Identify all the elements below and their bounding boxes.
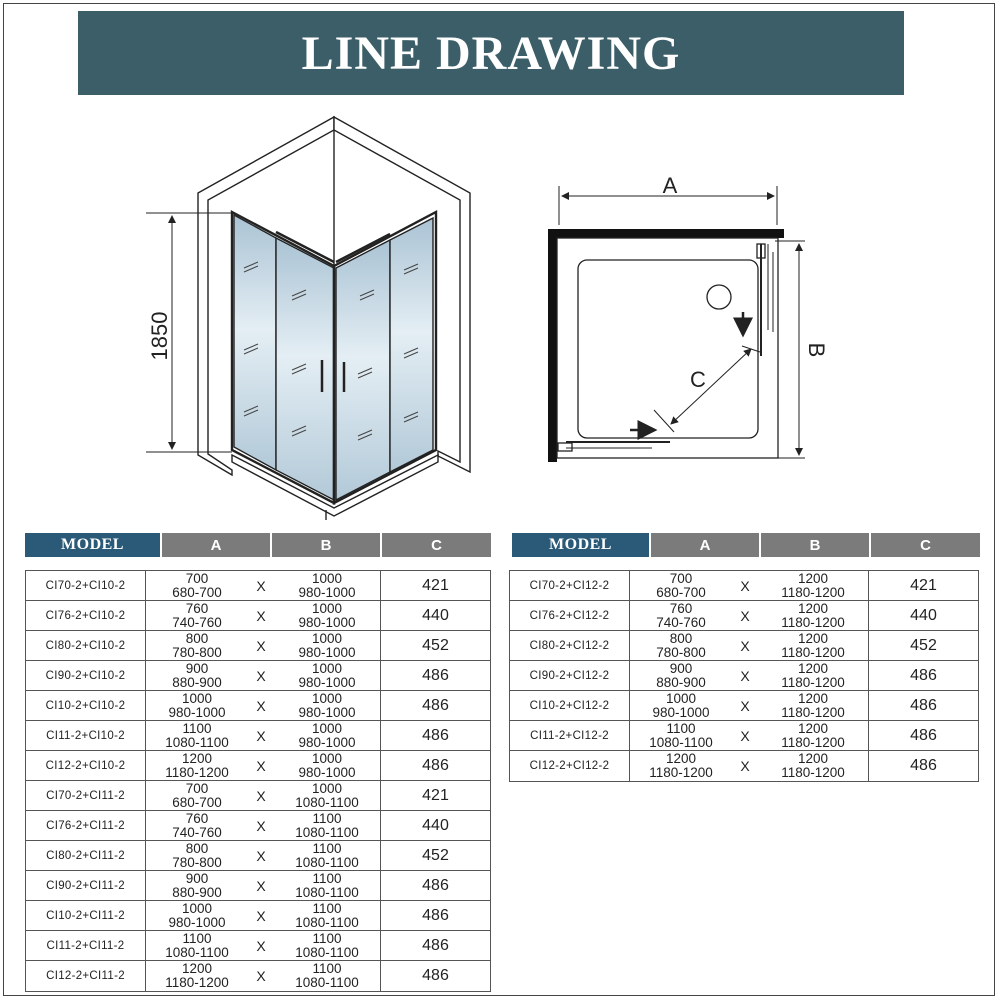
dimension-a-nominal: 1100 [182, 720, 212, 736]
dimension-a-range: 780-800 [656, 644, 706, 660]
dimension-b-cell [274, 571, 380, 600]
dimension-c-cell: 486 [380, 901, 490, 930]
dimension-b-range: 980-1000 [298, 614, 356, 630]
right-header-model: MODEL [512, 533, 649, 557]
dimension-b-cell [274, 841, 380, 870]
dimension-c-cell: 486 [380, 961, 490, 991]
dimension-b-nominal: 1200 [797, 751, 829, 766]
model-cell: CI80-2+CI10-2 [26, 631, 146, 660]
plan-top-wall [548, 229, 784, 238]
model-cell: CI90-2+CI10-2 [26, 661, 146, 690]
right-table-body [509, 570, 979, 782]
dimension-b-range: 1180-1200 [781, 734, 845, 750]
plan-label-c: C [690, 367, 706, 392]
times-separator: X [740, 697, 750, 714]
table-row [26, 691, 490, 721]
times-separator: X [256, 787, 266, 804]
dimension-a-cell [630, 661, 732, 690]
dimension-b-nominal: 1000 [311, 570, 343, 586]
dimension-b-range: 980-1000 [298, 644, 356, 660]
dimension-b-cell [758, 661, 868, 690]
table-row [26, 751, 490, 781]
dimension-a-nominal: 800 [185, 840, 209, 856]
dimension-b-nominal: 1200 [797, 720, 829, 736]
dimension-c-cell: 486 [868, 721, 978, 750]
dimension-a-nominal: 760 [669, 600, 693, 616]
dimension-c-cell: 486 [868, 661, 978, 690]
dimension-a-range: 680-700 [656, 584, 706, 600]
dimension-a-cell [146, 691, 248, 720]
left-header-model: MODEL [25, 533, 160, 557]
dimension-b-nominal: 1000 [311, 690, 343, 706]
dimension-b-range: 980-1000 [298, 704, 356, 720]
dimension-a-cell [630, 571, 732, 600]
dimension-a-cell [630, 631, 732, 660]
dimension-b-range: 980-1000 [298, 734, 356, 750]
table-row [26, 901, 490, 931]
dimension-a-cell [146, 571, 248, 600]
dimension-c-cell: 486 [380, 931, 490, 960]
dimension-b-range: 1080-1100 [295, 944, 359, 960]
model-cell: CI70-2+CI12-2 [510, 571, 630, 600]
dimension-a-cell [630, 751, 732, 781]
dimension-a-cell [146, 961, 248, 991]
left-header-c: C [382, 533, 491, 557]
plan-label-a: A [662, 173, 678, 198]
times-separator: X [740, 758, 750, 774]
dimension-b-nominal: 1000 [311, 630, 343, 646]
right-header-b: B [761, 533, 869, 557]
dimension-b-nominal: 1000 [311, 720, 343, 736]
dimension-b-cell [274, 811, 380, 840]
dimension-a-cell [146, 781, 248, 810]
plan-view-drawing [548, 186, 805, 462]
dimension-a-range: 1180-1200 [165, 975, 229, 990]
dimension-b-cell [274, 781, 380, 810]
dimension-a-nominal: 700 [669, 570, 693, 586]
dimension-a-nominal: 900 [185, 870, 209, 886]
dimension-c-cell: 486 [380, 871, 490, 900]
dimension-c-cell: 486 [380, 721, 490, 750]
times-separator: X [740, 577, 750, 594]
dimension-b-nominal: 1000 [311, 750, 343, 766]
dimension-a-range: 1080-1100 [165, 734, 229, 750]
table-row [510, 721, 978, 751]
model-cell: CI11-2+CI12-2 [510, 721, 630, 750]
times-separator: X [740, 607, 750, 624]
dimension-c-cell: 486 [868, 751, 978, 781]
times-separator: X [256, 937, 266, 954]
dimension-a-nominal: 760 [185, 600, 209, 616]
dimension-b-cell [274, 661, 380, 690]
model-cell: CI10-2+CI10-2 [26, 691, 146, 720]
dimension-c-cell: 486 [380, 691, 490, 720]
times-separator: X [256, 637, 266, 654]
dimension-a-nominal: 1000 [665, 690, 697, 706]
dimension-b-cell [274, 751, 380, 780]
dimension-a-range: 1180-1200 [165, 764, 229, 780]
model-cell: CI80-2+CI12-2 [510, 631, 630, 660]
times-separator: X [256, 847, 266, 864]
dimension-b-range: 1180-1200 [781, 674, 845, 690]
dimension-a-cell [630, 601, 732, 630]
page-title: LINE DRAWING [301, 26, 681, 80]
model-cell: CI76-2+CI11-2 [26, 811, 146, 840]
times-separator: X [740, 667, 750, 684]
dimension-b-range: 1080-1100 [295, 854, 359, 870]
model-cell: CI12-2+CI10-2 [26, 751, 146, 780]
dimension-a-nominal: 800 [669, 630, 693, 646]
dimension-c-cell: 421 [380, 571, 490, 600]
dimension-a-range: 980-1000 [168, 914, 226, 930]
dimension-a-range: 880-900 [656, 674, 706, 690]
table-row [26, 571, 490, 601]
right-header-c: C [871, 533, 980, 557]
model-cell: CI70-2+CI11-2 [26, 781, 146, 810]
dimension-b-range: 1180-1200 [781, 765, 845, 780]
dimension-b-nominal: 1000 [311, 660, 343, 676]
dimension-c-cell: 421 [868, 571, 978, 600]
dimension-a-nominal: 1200 [181, 750, 213, 766]
dimension-b-nominal: 1200 [797, 660, 829, 676]
dimension-b-nominal: 1200 [797, 690, 829, 706]
plan-label-b: B [804, 342, 829, 358]
model-cell: CI11-2+CI10-2 [26, 721, 146, 750]
times-separator: X [256, 757, 266, 774]
dimension-a-cell [630, 691, 732, 720]
dimension-a-range: 780-800 [172, 644, 222, 660]
plan-drain [707, 285, 731, 309]
dimension-b-range: 1080-1100 [295, 975, 359, 990]
dimension-b-nominal: 1100 [312, 900, 342, 916]
model-cell: CI11-2+CI11-2 [26, 931, 146, 960]
dimension-a-nominal: 1100 [666, 720, 696, 736]
times-separator: X [740, 727, 750, 744]
dimension-c-cell: 440 [380, 601, 490, 630]
dimension-a-range: 740-760 [656, 614, 706, 630]
model-cell: CI10-2+CI11-2 [26, 901, 146, 930]
dimension-b-nominal: 1100 [312, 930, 342, 946]
times-separator: X [256, 877, 266, 894]
dimension-c-cell: 486 [380, 661, 490, 690]
left-glass-panels [232, 212, 334, 503]
dimension-b-nominal: 1000 [311, 780, 343, 796]
dimension-a-cell [146, 931, 248, 960]
table-row [26, 721, 490, 751]
dimension-b-cell [274, 721, 380, 750]
left-spec-table [25, 533, 491, 995]
enclosure-3d-drawing [146, 117, 470, 520]
dimension-a-cell [146, 721, 248, 750]
dimension-b-cell [274, 691, 380, 720]
dimension-b-nominal: 1100 [312, 810, 342, 826]
dimension-a-range: 1080-1100 [649, 734, 713, 750]
dimension-c-cell: 440 [868, 601, 978, 630]
dimension-a-nominal: 800 [185, 630, 209, 646]
dimension-a-range: 880-900 [172, 884, 222, 900]
dimension-a-cell [146, 631, 248, 660]
times-separator: X [256, 968, 266, 984]
table-row [510, 601, 978, 631]
dimension-b-nominal: 1200 [797, 600, 829, 616]
dimension-b-nominal: 1100 [312, 870, 342, 886]
table-row [510, 631, 978, 661]
model-cell: CI76-2+CI12-2 [510, 601, 630, 630]
dimension-a-range: 680-700 [172, 584, 222, 600]
table-row [26, 661, 490, 691]
dimension-b-nominal: 1200 [797, 570, 829, 586]
dimension-b-range: 1180-1200 [781, 644, 845, 660]
model-cell: CI12-2+CI12-2 [510, 751, 630, 781]
times-separator: X [256, 697, 266, 714]
dimension-c-cell: 486 [380, 751, 490, 780]
dimension-a-nominal: 1000 [181, 900, 213, 916]
dimension-a-range: 680-700 [172, 794, 222, 810]
times-separator: X [256, 727, 266, 744]
dimension-b-nominal: 1100 [312, 840, 342, 856]
times-separator: X [256, 607, 266, 624]
times-separator: X [256, 577, 266, 594]
table-row [510, 661, 978, 691]
dimension-a-nominal: 1200 [665, 751, 697, 766]
dimension-b-cell [758, 571, 868, 600]
dimension-c-cell: 486 [868, 691, 978, 720]
right-header-a: A [651, 533, 759, 557]
dimension-b-cell [758, 631, 868, 660]
dimension-a-cell [146, 841, 248, 870]
model-cell: CI90-2+CI12-2 [510, 661, 630, 690]
model-cell: CI10-2+CI12-2 [510, 691, 630, 720]
model-cell: CI76-2+CI10-2 [26, 601, 146, 630]
times-separator: X [740, 637, 750, 654]
times-separator: X [256, 817, 266, 834]
dimension-c-cell: 452 [380, 841, 490, 870]
dimension-a-nominal: 1000 [181, 690, 213, 706]
dimension-a-cell [146, 751, 248, 780]
dimension-a-nominal: 700 [185, 570, 209, 586]
model-cell: CI12-2+CI11-2 [26, 961, 146, 991]
plan-tray-basin [578, 260, 758, 438]
dimension-b-range: 980-1000 [298, 584, 356, 600]
dimension-b-cell [274, 871, 380, 900]
dimension-a-range: 980-1000 [652, 704, 710, 720]
dimension-a-cell [146, 871, 248, 900]
dimension-a-nominal: 1200 [181, 961, 213, 976]
dimension-b-nominal: 1200 [797, 630, 829, 646]
dimension-b-nominal: 1100 [312, 961, 342, 976]
dimension-b-cell [274, 931, 380, 960]
dimension-b-nominal: 1000 [311, 600, 343, 616]
dimension-a-cell [630, 721, 732, 750]
dimension-a-nominal: 1100 [182, 930, 212, 946]
dimension-a-cell [146, 661, 248, 690]
times-separator: X [256, 907, 266, 924]
table-row [26, 961, 490, 991]
right-spec-table [512, 533, 980, 783]
dimension-c-cell: 421 [380, 781, 490, 810]
dimension-a-nominal: 900 [185, 660, 209, 676]
plan-left-wall [548, 229, 557, 462]
dimension-a-range: 780-800 [172, 854, 222, 870]
table-row [510, 571, 978, 601]
dimension-b-cell [274, 901, 380, 930]
times-separator: X [256, 667, 266, 684]
dimension-b-cell [758, 721, 868, 750]
dimension-b-range: 1080-1100 [295, 824, 359, 840]
table-row [26, 781, 490, 811]
dimension-c-cell: 452 [868, 631, 978, 660]
dimension-b-cell [758, 751, 868, 781]
dimension-a-nominal: 760 [185, 810, 209, 826]
dimension-b-range: 980-1000 [298, 764, 356, 780]
model-cell: CI70-2+CI10-2 [26, 571, 146, 600]
dimension-b-range: 1180-1200 [781, 614, 845, 630]
left-header-a: A [162, 533, 270, 557]
table-row [26, 871, 490, 901]
table-row [26, 931, 490, 961]
dimension-a-cell [146, 901, 248, 930]
dimension-b-cell [274, 601, 380, 630]
dimension-a-cell [146, 601, 248, 630]
dimension-c-cell: 452 [380, 631, 490, 660]
dimension-b-cell [274, 961, 380, 991]
dimension-b-range: 980-1000 [298, 674, 356, 690]
dimension-b-range: 1180-1200 [781, 704, 845, 720]
dimension-b-cell [758, 691, 868, 720]
model-cell: CI80-2+CI11-2 [26, 841, 146, 870]
dimension-c-cell: 440 [380, 811, 490, 840]
table-row [510, 691, 978, 721]
dimension-b-cell [274, 631, 380, 660]
dimension-a-range: 1180-1200 [649, 765, 713, 780]
dimension-a-range: 740-760 [172, 614, 222, 630]
table-row [510, 751, 978, 781]
dimension-a-cell [146, 811, 248, 840]
dimension-a-range: 740-760 [172, 824, 222, 840]
table-row [26, 811, 490, 841]
dimension-b-cell [758, 601, 868, 630]
dimension-a-range: 1080-1100 [165, 944, 229, 960]
dimension-b-range: 1180-1200 [781, 584, 845, 600]
dimension-b-range: 1080-1100 [295, 884, 359, 900]
table-row [26, 841, 490, 871]
dimension-a-range: 880-900 [172, 674, 222, 690]
dimension-a-nominal: 700 [185, 780, 209, 796]
model-cell: CI90-2+CI11-2 [26, 871, 146, 900]
left-table-body [25, 570, 491, 992]
dimension-a-range: 980-1000 [168, 704, 226, 720]
height-label: 1850 [147, 311, 172, 361]
table-row [26, 631, 490, 661]
dimension-a-nominal: 900 [669, 660, 693, 676]
dimension-b-range: 1080-1100 [295, 914, 359, 930]
table-row [26, 601, 490, 631]
dimension-b-range: 1080-1100 [295, 794, 359, 810]
left-header-b: B [272, 533, 380, 557]
